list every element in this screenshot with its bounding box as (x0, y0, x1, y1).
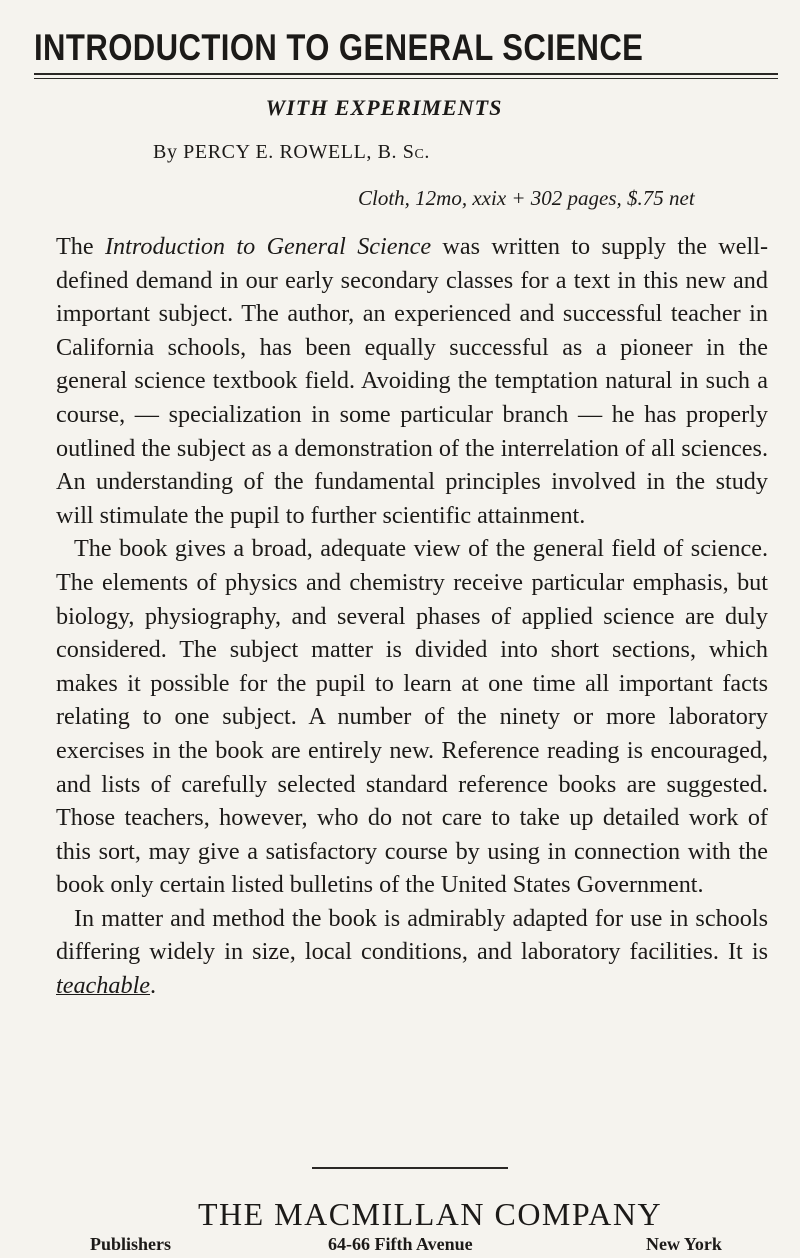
para3-post: . (150, 972, 157, 1000)
book-title: INTRODUCTION TO GENERAL SCIENCE (34, 27, 644, 68)
book-subtitle: WITH EXPERIMENTS (265, 95, 503, 120)
publisher-city: New York (646, 1234, 722, 1254)
author-prefix: By (153, 141, 178, 163)
title-underline-thin (34, 78, 778, 79)
section-divider (312, 1167, 508, 1169)
description-body (56, 230, 768, 1003)
publisher-name: THE MACMILLAN COMPANY (197, 1196, 663, 1232)
para1-post: was written to supply the well-defined demand in our early secondary classes for a text in this new and important subject. The author, an experienced and successful teacher in California schools, has been equally successful as a pioneer in the general science textbook field. Avoiding the temptation natural in such a course, — specialization in some particular branch — he has properly outlined the subject as a demonstration of the interrelation of all sciences. An understanding of the fundamental principles involved in the study will stimulate the pupil to further scientific attainment. (56, 233, 768, 529)
publisher-role: Publishers (90, 1234, 172, 1254)
author-name: PERCY E. ROWELL, B. Sc. (183, 141, 431, 163)
paragraph-3 (56, 902, 768, 1003)
paragraph-2: The book gives a broad, adequate view of the general field of science. The elements of physics and chemistry receive particular emphasis, but biology, physiography, and several phases of applied science are duly considered. The subject matter is divided into short sections, which makes it possible for the pupil to learn at one time all important facts relating to one subject. A number of the ninety or more laboratory exercises in the book are entirely new. Reference reading is encouraged, and lists of carefully selected standard reference books are suggested. Those teachers, however, who do not care to take up detailed work of this sort, may give a satisfactory course by using in connection with the book only certain listed bulletins of the United States Government. (56, 535, 768, 899)
para3-emphasis: teachable (56, 972, 151, 1000)
title-underline (34, 73, 778, 75)
publisher-address: 64-66 Fifth Avenue (328, 1234, 473, 1254)
author-line (153, 141, 430, 164)
paragraph-1 (56, 230, 768, 532)
para1-pre: The (56, 233, 105, 260)
para1-book-title: Introduction to General Science (104, 233, 432, 260)
price-line: Cloth, 12mo, xxix + 302 pages, $.75 net (358, 186, 695, 210)
para3-pre: In matter and method the book is admirably adapted for use in schools differing widely in size, local conditions, and laboratory facilities. It is (56, 904, 768, 966)
